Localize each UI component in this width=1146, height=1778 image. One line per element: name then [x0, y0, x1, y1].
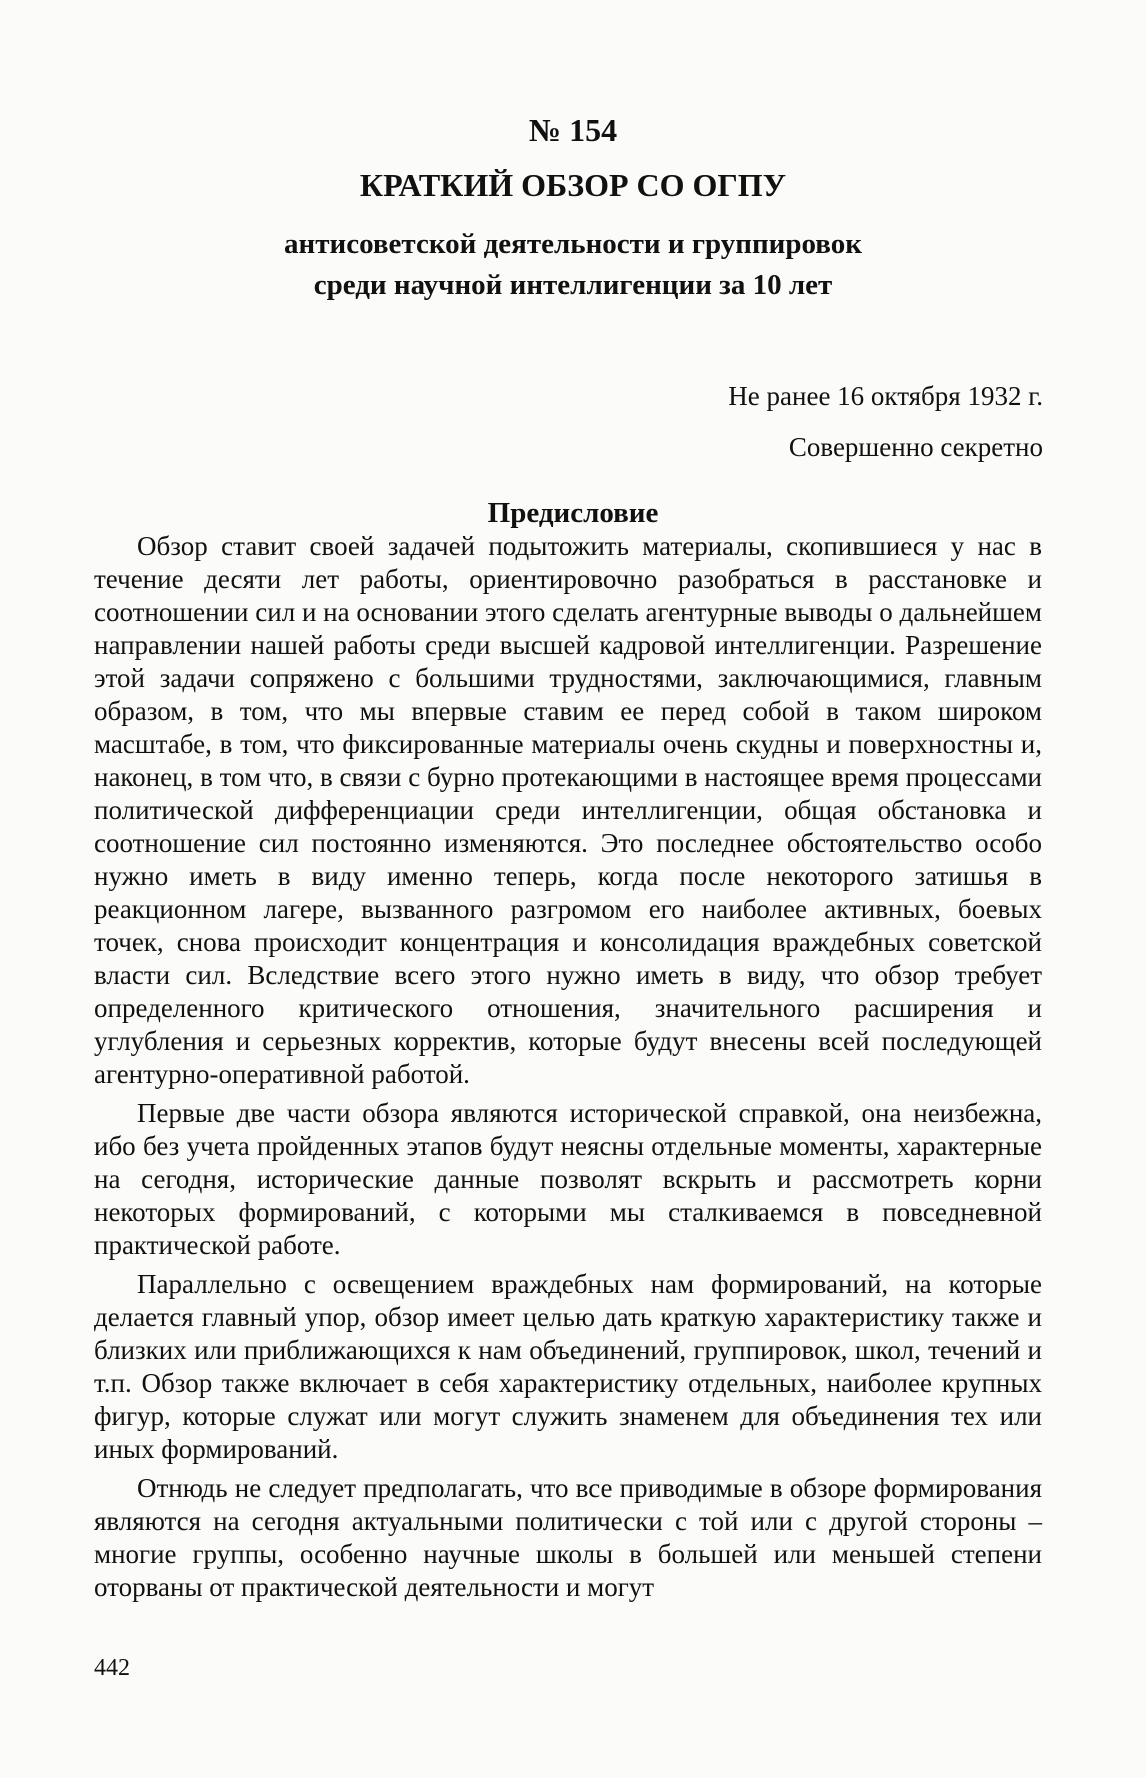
document-subtitle [0, 224, 1146, 306]
section-heading: Предисловие [487, 497, 659, 529]
paragraph: Параллельно с освещением враждебных нам формирований, на которые делается главный упор, обзор имеет целью дать краткую характеристику также и близких или приближающихся к нам объединений, группировок, школ, течений и т.п. Обзор также включает в себя характеристику отдельных, наиболее крупных фигур, которые служат или могут служить знаменем для объединения тех или иных формирований. [94, 1269, 1042, 1464]
subtitle-line: среди научной интеллигенции за 10 лет [313, 269, 833, 301]
document-number: № 154 [528, 112, 618, 148]
paragraph: Первые две части обзора являются исторической справкой, она неизбежна, ибо без учета пройденных этапов будут неясны отдельные моменты, характерные на сегодня, исторические данные позволят вскрыть и рассмотреть корни некоторых формирований, с которыми мы сталкиваемся в повседневной практической работе. [94, 1098, 1042, 1260]
classification-label: Совершенно секретно [788, 432, 1043, 462]
body-text [94, 530, 1042, 1610]
subtitle-line: антисоветской деятельности и группировок [284, 228, 862, 260]
document-title: КРАТКИЙ ОБЗОР СО ОГПУ [359, 167, 787, 203]
paragraph: Отнюдь не следует предполагать, что все приводимые в обзоре формирования являются на сегодня актуальными политически с той или с другой стороны – многие группы, особенно научные школы в большей или меньшей степени оторваны от практической деятельности и могут [94, 1473, 1042, 1602]
document-date: Не ранее 16 октября 1932 г. [728, 381, 1043, 411]
paragraph: Обзор ставит своей задачей подытожить материалы, скопившиеся у нас в течение десяти лет работы, ориентировочно разобраться в расстановке и соотношении сил и на основании этого сделать агентурные выводы о дальнейшем направлении нашей работы среди высшей кадровой интеллигенции. Разрешение этой задачи сопряжено с большими трудностями, заключающимися, главным образом, в том, что мы впервые ставим ее перед собой в таком широком масштабе, в том, что фиксированные материалы очень скудны и поверхностны и, наконец, в том что, в связи с бурно протекающими в настоящее время процессами политической дифференциации среди интеллигенции, общая обстановка и соотношение сил постоянно изменяются. Это последнее обстоятельство особо нужно иметь в виду именно теперь, когда после некоторого затишья в реакционном лагере, вызванного разгромом его наиболее активных, боевых точек, снова происходит концентрация и консолидация враждебных советской власти сил. Вследствие всего этого нужно иметь в виду, что обзор требует определенного критического отношения, значительного расширения и углубления и серьезных корректив, которые будут внесены всей последующей агентурно-оперативной работой. [94, 531, 1042, 1089]
page-number: 442 [94, 1655, 130, 1681]
